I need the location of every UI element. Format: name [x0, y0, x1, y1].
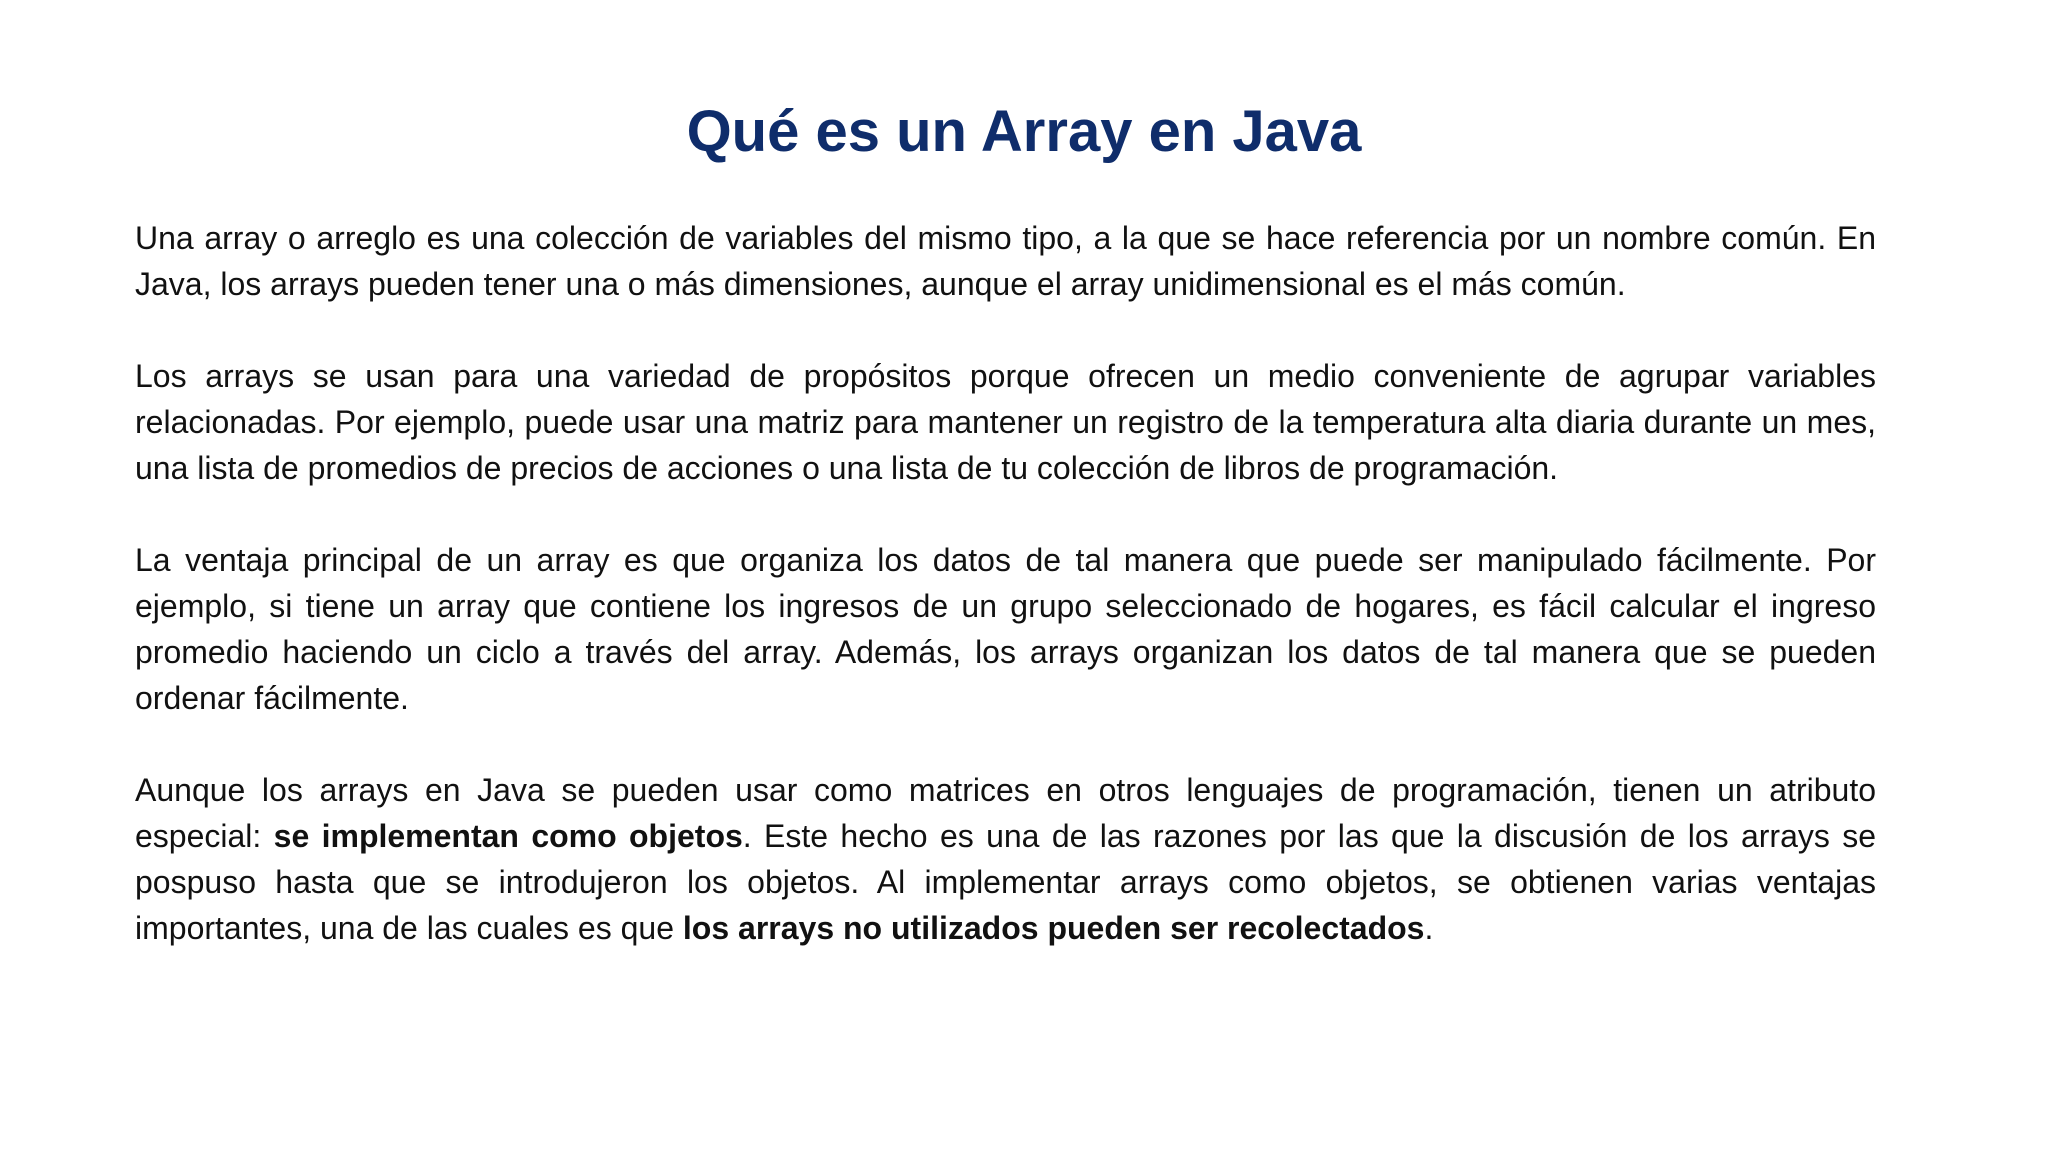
paragraph-3: La ventaja principal de un array es que organiza los datos de tal manera que puede ser manipulado fácilmente. Por ejemplo, si tiene un array que contiene los ingresos de un grupo seleccionado de hogares, es fácil calcular el ingreso promedio haciendo un ciclo a través del array. Además, los arrays organizan los datos de tal manera que se pueden ordenar fácilmente. — [135, 542, 1876, 716]
slide-body — [135, 215, 1876, 951]
paragraph-4-text-1: Aunque los arrays en Java se pueden usar como matrices en otros lenguajes de programación, tienen un atributo especial: — [135, 772, 1876, 854]
paragraph-1: Una array o arreglo es una colección de variables del mismo tipo, a la que se hace referencia por un nombre común. En Java, los arrays pueden tener una o más dimensiones, aunque el array unidimensional es el más común. — [135, 220, 1876, 302]
paragraph-4-bold-2: los arrays no utilizados pueden ser recolectados — [682, 910, 1425, 946]
paragraph-2: Los arrays se usan para una variedad de propósitos porque ofrecen un medio conveniente de agrupar variables relacionadas. Por ejemplo, puede usar una matriz para mantener un registro de la temperatura alta diaria durante un mes, una lista de promedios de precios de acciones o una lista de tu colección de libros de programación. — [135, 358, 1876, 486]
paragraph-4-text-2: . Este hecho es una de las razones por las que la discusión de los arrays se pospuso hasta que se introdujeron los objetos. Al implementar arrays como objetos, se obtienen varias ventajas importantes, una de las cuales es que — [135, 818, 1877, 946]
paragraph-4 — [135, 767, 1876, 951]
paragraph-4-bold-1: se implementan como objetos — [273, 818, 743, 854]
paragraph-4-text-3: . — [1424, 910, 1434, 946]
slide-title: Qué es un Array en Java — [686, 99, 1362, 164]
